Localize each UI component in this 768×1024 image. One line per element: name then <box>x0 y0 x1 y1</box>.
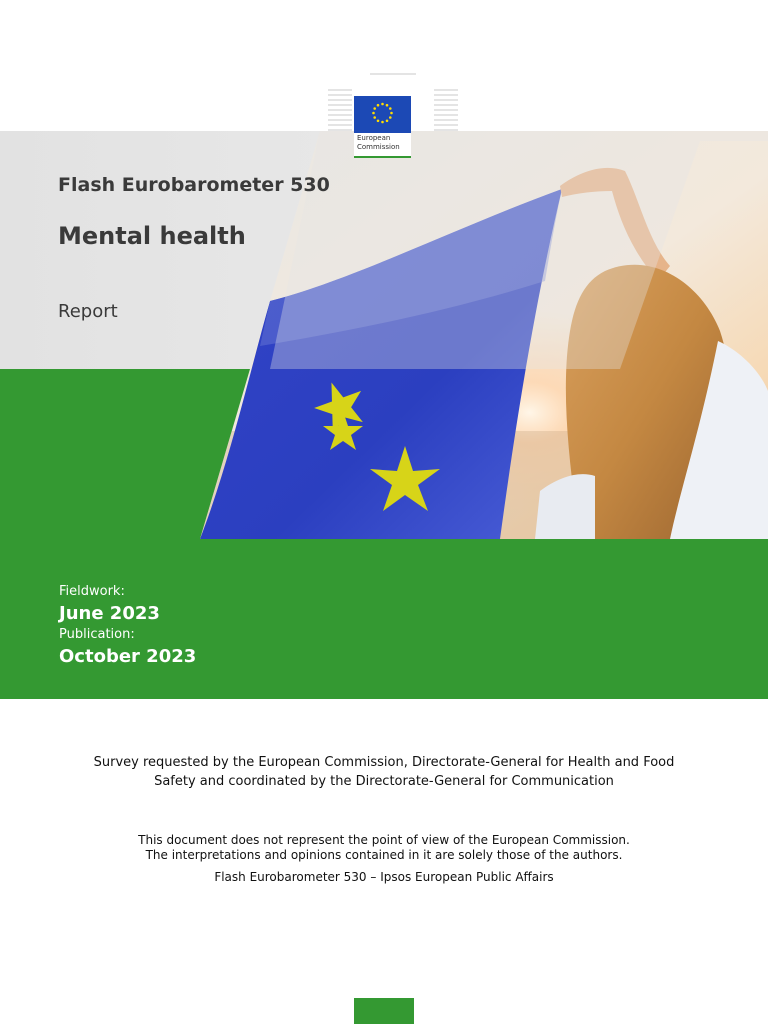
report-title: Mental health <box>58 222 246 250</box>
fieldwork-label: Fieldwork: <box>59 584 125 599</box>
survey-note-line2: Safety and coordinated by the Directorate-General for Communication <box>154 774 614 789</box>
survey-note-line1: Survey requested by the European Commission, Directorate-General for Health and Food <box>93 755 675 770</box>
logo-line2: Commission <box>357 143 400 151</box>
publication-date: October 2023 <box>59 646 197 667</box>
credit-line: Flash Eurobarometer 530 – Ipsos European Public Affairs <box>214 870 554 884</box>
fieldwork-date: June 2023 <box>59 603 160 624</box>
logo-text <box>357 134 400 152</box>
document-type: Report <box>58 301 118 322</box>
footer-green-tab <box>354 998 414 1024</box>
disclaimer-line1: This document does not represent the point of view of the European Commission. <box>138 833 630 847</box>
publication-label: Publication: <box>59 627 135 642</box>
european-commission-logo <box>326 68 460 160</box>
logo-line1: European <box>357 134 391 142</box>
series-title: Flash Eurobarometer 530 <box>58 174 330 196</box>
disclaimer-line2: The interpretations and opinions contained in it are solely those of the authors. <box>145 848 623 862</box>
